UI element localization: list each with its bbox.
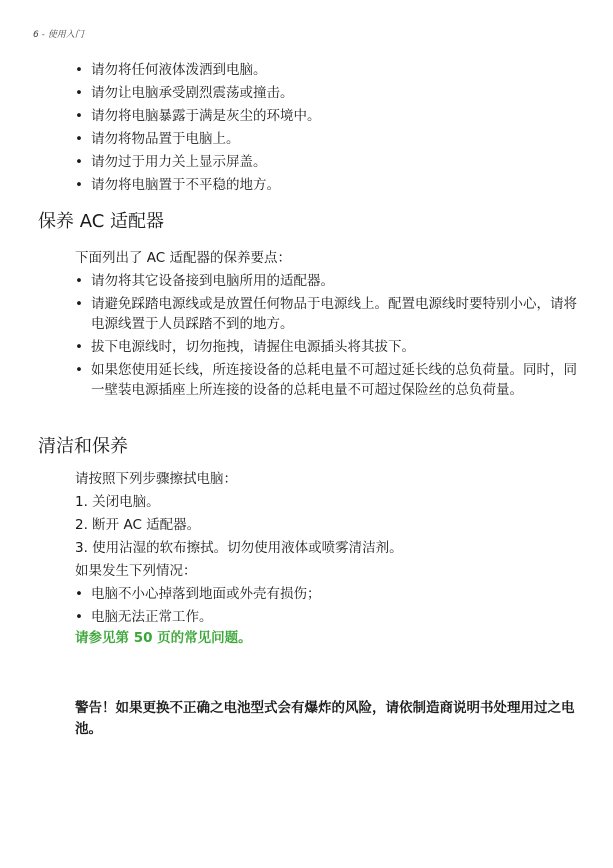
list-item: • 拔下电源线时，切勿拖拽，请握住电源插头将其拔下。 bbox=[75, 339, 415, 355]
list-item: • 电脑不小心掉落到地面或外壳有损伤； bbox=[75, 586, 321, 602]
step-item: 1. 关闭电脑。 bbox=[75, 494, 160, 510]
list-item: • 请避免踩踏电源线或是放置任何物品于电源线上。配置电源线时要特别小心，请将电源线置于人员踩踏不到的地方。 bbox=[75, 296, 577, 332]
list-item: • 请勿过于用力关上显示屏盖。 bbox=[75, 154, 267, 170]
section-heading-clean: 清洁和保养 bbox=[38, 436, 128, 457]
condition-text: 如果发生下列情况： bbox=[75, 563, 197, 579]
list-item: • 请勿将电脑置于不平稳的地方。 bbox=[75, 177, 280, 193]
running-head: 6 - 使用入门 bbox=[33, 30, 84, 40]
condition-list bbox=[0, 584, 613, 627]
list-item: • 电脑无法正常工作。 bbox=[75, 609, 213, 625]
list-item: • 请勿将任何液体泼洒到电脑。 bbox=[75, 62, 267, 78]
faq-link[interactable]: 请参见第 50 页的常见问题。 bbox=[75, 630, 252, 646]
list-item: • 请勿将其它设备接到电脑所用的适配器。 bbox=[75, 273, 334, 289]
list-item: • 请勿将物品置于电脑上。 bbox=[75, 131, 240, 147]
list-item: • 如果您使用延长线，所连接设备的总耗电量不可超过延长线的总负荷量。同时，同一壁装电源插座上所连接的设备的总耗电量不可超过保险丝的总负荷量。 bbox=[75, 362, 577, 398]
step-item: 2. 断开 AC 适配器。 bbox=[75, 517, 201, 533]
handling-list bbox=[0, 60, 613, 195]
section-intro: 下面列出了 AC 适配器的保养要点： bbox=[75, 250, 292, 266]
section-heading-ac: 保养 AC 适配器 bbox=[38, 211, 165, 232]
ac-list bbox=[0, 271, 613, 400]
list-item: • 请勿将电脑暴露于满是灰尘的环境中。 bbox=[75, 108, 321, 124]
section-intro: 请按照下列步骤擦拭电脑： bbox=[75, 471, 237, 487]
battery-warning: 警告！如果更换不正确之电池型式会有爆炸的风险，请依制造商说明书处理用过之电池。 bbox=[75, 700, 575, 737]
list-item: • 请勿让电脑承受剧烈震荡或撞击。 bbox=[75, 85, 294, 101]
step-item: 3. 使用沾湿的软布擦拭。切勿使用液体或喷雾清洁剂。 bbox=[75, 540, 403, 556]
